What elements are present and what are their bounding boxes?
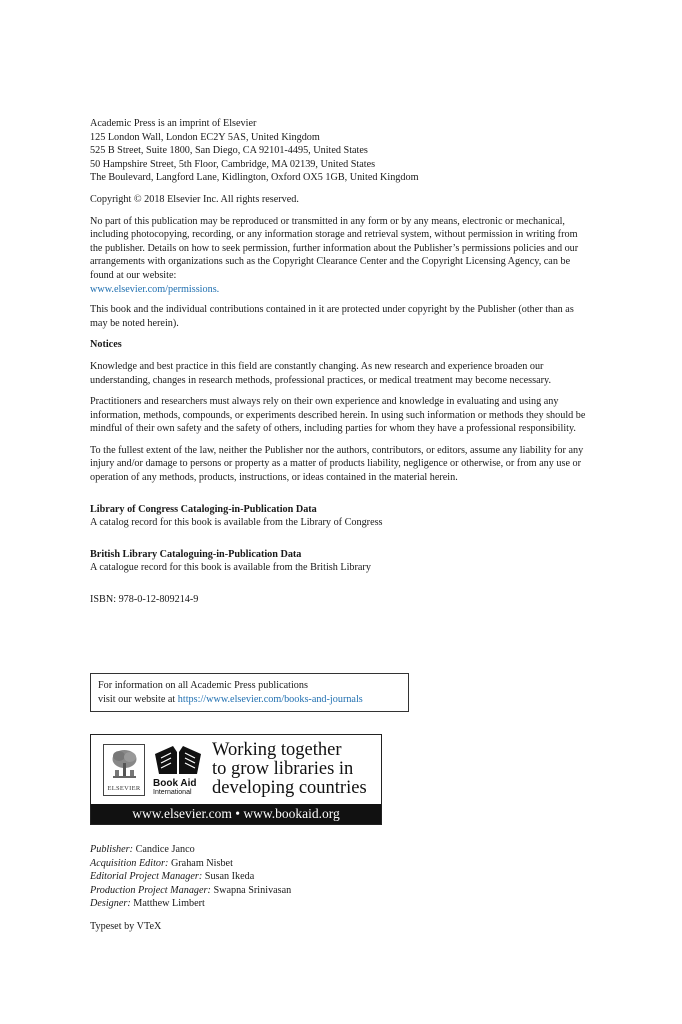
copyright-line: Copyright © 2018 Elsevier Inc. All rights reserved. xyxy=(90,193,299,205)
permissions-paragraph xyxy=(90,215,590,297)
loc-text: A catalog record for this book is available from the Library of Congress xyxy=(90,517,383,529)
info-box xyxy=(90,673,409,712)
notices-paragraph-1: Knowledge and best practice in this field are constantly changing. As new research and experience broaden our understanding, changes in research methods, professional practices, or medical treatment may become necessary. xyxy=(90,360,551,386)
protected-paragraph: This book and the individual contributions contained in it are protected under copyright by the Publisher (other than as may be noted herein). xyxy=(90,304,574,329)
notices-heading: Notices xyxy=(90,339,122,351)
bl-block xyxy=(90,548,590,575)
notices-paragraph-2: Practitioners and researchers must always rely on their own experience and knowledge in evaluating and using any information, methods, compounds, or experiments described herein. In using such information or methods they should be mindful of their own safety and the safety of others, including parties for whom they have a professional responsibility. xyxy=(90,396,586,435)
loc-heading: Library of Congress Cataloging-in-Publication Data xyxy=(90,503,317,515)
designer-name: Matthew Limbert xyxy=(133,898,205,910)
tagline-line-2: to grow libraries in xyxy=(212,759,354,779)
elsevier-label: ELSEVIER xyxy=(107,785,141,792)
loc-block xyxy=(90,503,590,530)
address-line-1: Academic Press is an imprint of Elsevier xyxy=(90,118,257,129)
books-journals-link[interactable]: https://www.elsevier.com/books-and-journals xyxy=(177,694,363,705)
credit-editorial-pm xyxy=(90,870,291,884)
address-line-2: 125 London Wall, London EC2Y 5AS, United Kingdom xyxy=(90,131,320,143)
acq-label: Acquisition Editor: xyxy=(90,857,169,869)
publisher-address-block xyxy=(90,117,590,185)
elsevier-tree-icon xyxy=(110,748,139,780)
bl-heading: British Library Cataloguing-in-Publication Data xyxy=(90,548,302,560)
book-aid-logo xyxy=(153,744,203,798)
epm-name: Susan Ikeda xyxy=(204,871,255,883)
book-aid-url-bar: www.elsevier.com • www.bookaid.org xyxy=(91,804,381,824)
bl-text: A catalogue record for this book is available from the British Library xyxy=(90,562,371,574)
address-line-3: 525 B Street, Suite 1800, San Diego, CA 92101-4495, United States xyxy=(90,145,368,157)
info-line-2-prefix: visit our website at xyxy=(98,694,178,705)
credit-publisher xyxy=(90,843,291,857)
info-line-1: For information on all Academic Press publications xyxy=(98,680,308,691)
credits-block xyxy=(90,843,291,911)
book-aid-tagline xyxy=(212,741,367,798)
book-aid-banner xyxy=(90,734,382,825)
isbn: ISBN: 978-0-12-809214-9 xyxy=(90,594,199,606)
book-aid-hands-icon xyxy=(153,744,203,778)
international-label: International xyxy=(153,789,192,796)
permissions-period: . xyxy=(216,283,220,295)
address-line-4: 50 Hampshire Street, 5th Floor, Cambridge, MA 02139, United States xyxy=(90,158,376,170)
acq-name: Graham Nisbet xyxy=(170,857,233,869)
credit-designer xyxy=(90,897,291,911)
credit-acquisition-editor xyxy=(90,857,291,871)
elsevier-logo xyxy=(103,744,145,796)
book-aid-top xyxy=(91,735,381,806)
credit-production-pm xyxy=(90,884,291,898)
notices-paragraph-3: To the fullest extent of the law, neither the Publisher nor the authors, contributors, or editors, assume any liability for any injury and/or damage to persons or property as a matter of products liability, negligence or otherwise, or from any use or operation of any methods, products, instructions, or ideas contained in the material herein. xyxy=(90,444,584,484)
tagline-line-3: developing countries xyxy=(212,778,367,798)
permissions-text: No part of this publication may be reproduced or transmitted in any form or by any means, electronic or mechanical, including photocopying, recording, or any information storage and retrieval system, without permission in writing from the publisher. Details on how to seek permission, further information about the Publisher’s permissions policies and our arrangements with organizations such as the Copyright Clearance Center and the Copyright Licensing Agency, can be found at our website: xyxy=(90,215,579,281)
typeset-line: Typeset by VTeX xyxy=(90,921,162,932)
book-aid-label: Book Aid xyxy=(153,778,197,789)
permissions-link[interactable]: www.elsevier.com/permissions xyxy=(90,283,217,295)
info-line-2 xyxy=(98,693,401,707)
publisher-name: Candice Janco xyxy=(135,844,195,855)
designer-label: Designer: xyxy=(90,898,131,910)
address-line-5: The Boulevard, Langford Lane, Kidlington, Oxford OX5 1GB, United Kingdom xyxy=(90,172,419,184)
ppm-label: Production Project Manager: xyxy=(90,884,211,896)
tagline-line-1: Working together xyxy=(212,740,342,760)
publisher-label: Publisher: xyxy=(90,844,134,855)
copyright-page-body xyxy=(90,117,590,607)
epm-label: Editorial Project Manager: xyxy=(90,871,203,883)
ppm-name: Swapna Srinivasan xyxy=(213,884,292,896)
